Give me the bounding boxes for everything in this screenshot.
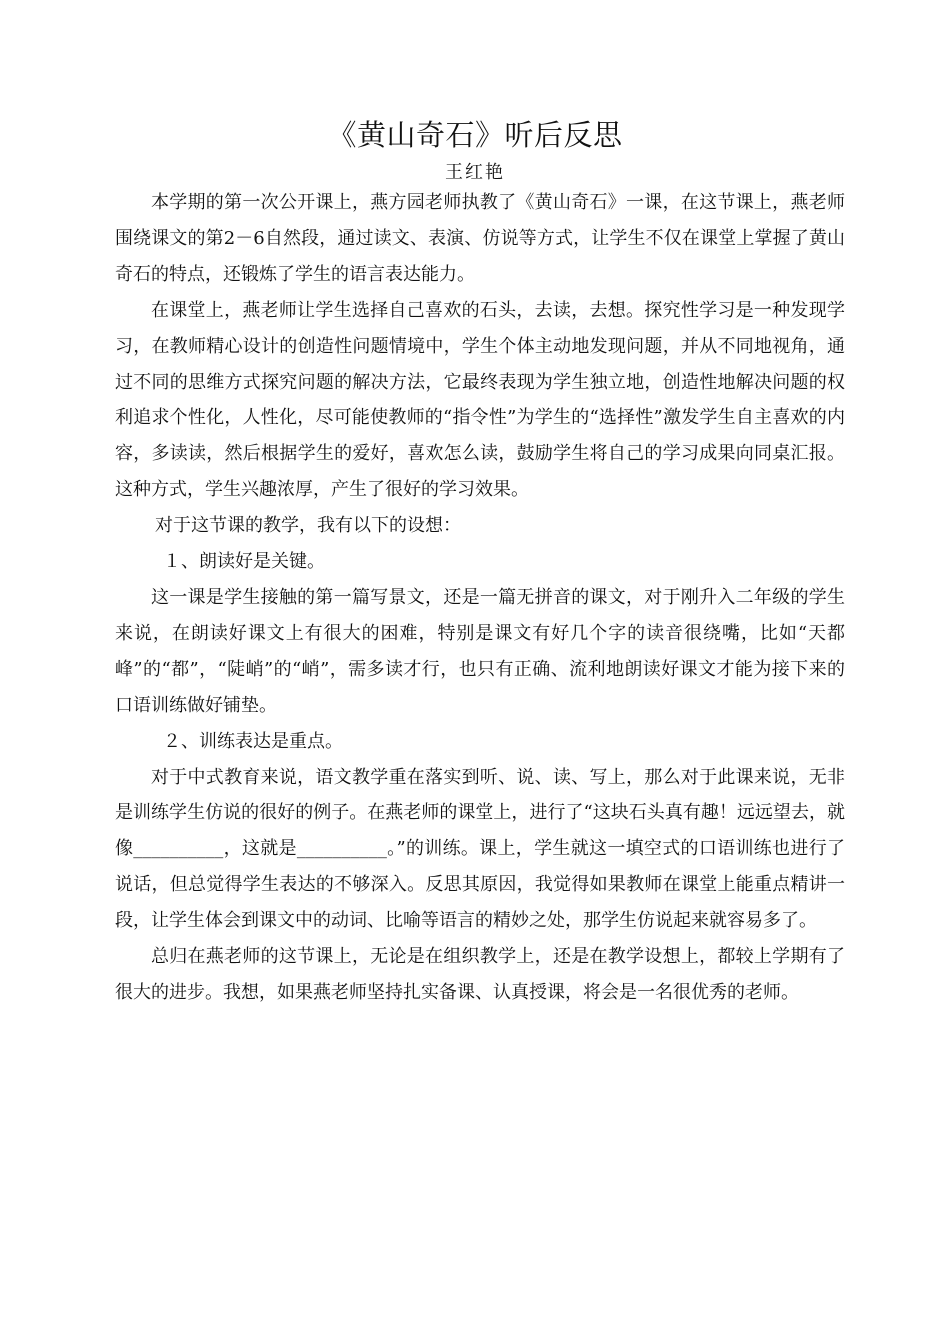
paragraph: 总归在燕老师的这节课上，无论是在组织教学上，还是在教学设想上，都较上学期有了很大的进步。我想，如果燕老师坚持扎实备课、认真授课，将会是一名很优秀的老师。 [115, 946, 845, 1003]
author-name: 王红艳 [445, 162, 505, 183]
document-title: 《黄山奇石》听后反思 [327, 118, 623, 152]
list-item-heading: ２、训练表达是重点。 [163, 730, 343, 752]
paragraph: 对于中式教育来说，语文教学重在落实到听、说、读、写上，那么对于此课来说，无非是训练学生仿说的很好的例子。在燕老师的课堂上，进行了“这块石头真有趣！远远望去，就像__________，这就是__________。”的训练。课上，学生就这一填空式的口语训练也进行了说话，但总觉得学生表达的不够深入。反思其原因，我觉得如果教师在课堂上能重点精讲一段，让学生体会到课文中的动词、比喻等语言的精妙之处，那学生仿说起来就容易多了。 [115, 766, 845, 932]
paragraph: 在课堂上，燕老师让学生选择自己喜欢的石头，去读，去想。探究性学习是一种发现学习，在教师精心设计的创造性问题情境中，学生个体主动地发现问题，并从不同地视角，通过不同的思维方式探究问题的解决方法，它最终表现为学生独立地，创造性地解决问题的权利追求个性化，人性化，尽可能使教师的“指令性”为学生的“选择性”激发学生自主喜欢的内容，多读读，然后根据学生的爱好，喜欢怎么读，鼓励学生将自己的学习成果向同桌汇报。这种方式，学生兴趣浓厚，产生了很好的学习效果。 [115, 299, 845, 501]
document-body [115, 185, 845, 1011]
paragraph: 本学期的第一次公开课上，燕方园老师执教了《黄山奇石》一课，在这节课上，燕老师围绕课文的第2－6自然段，通过读文、表演、仿说等方式，让学生不仅在课堂上掌握了黄山奇石的特点，还锻炼了学生的语言表达能力。 [115, 192, 845, 285]
paragraph: 这一课是学生接触的第一篇写景文，还是一篇无拼音的课文，对于刚升入二年级的学生来说，在朗读好课文上有很大的困难，特别是课文有好几个字的读音很绕嘴，比如“天都峰”的“都”，“陡峭”的“峭”，需多读才行，也只有正确、流利地朗读好课文才能为接下来的口语训练做好铺垫。 [115, 586, 845, 716]
list-item-heading: １、朗读好是关键。 [163, 551, 325, 573]
paragraph-lead: 对于这节课的教学，我有以下的设想： [155, 515, 461, 537]
